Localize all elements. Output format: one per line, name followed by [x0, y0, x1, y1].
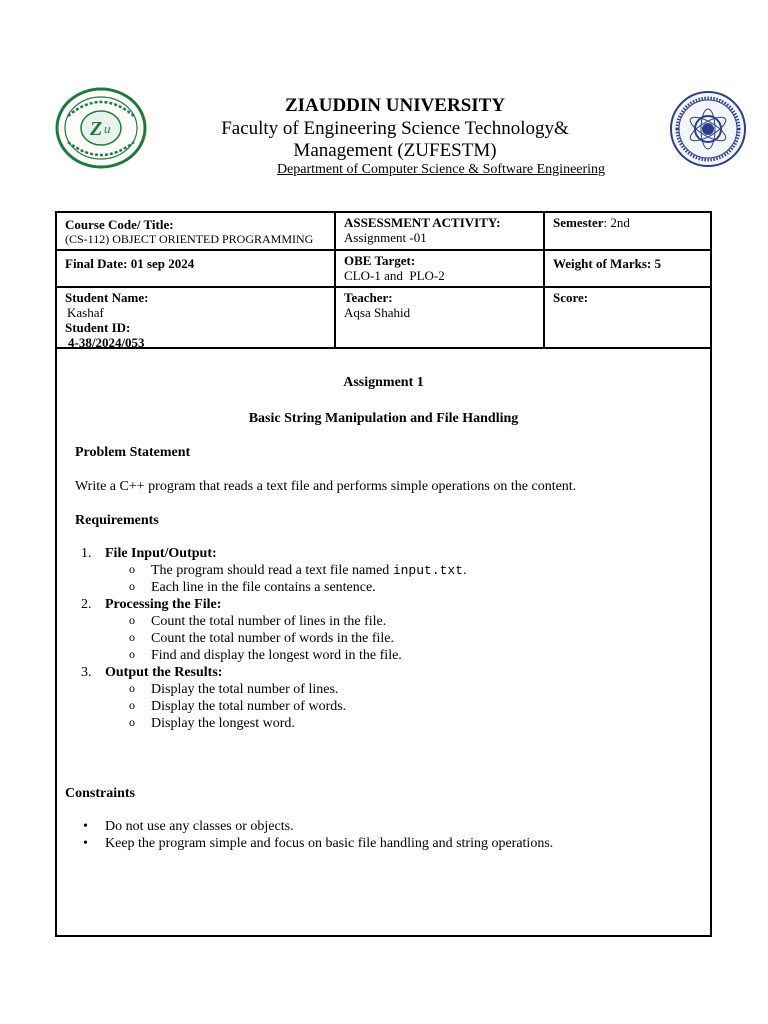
bullet-text: Find and display the longest word in the file.: [151, 648, 402, 663]
activity-value: Assignment -01: [344, 230, 427, 245]
student-name-value: Kashaf: [67, 305, 104, 320]
bullet-text: Count the total number of lines in the file.: [151, 614, 387, 629]
student-cell: [57, 288, 335, 348]
sub-bullet-marker: o: [129, 579, 135, 593]
weight-cell: [545, 251, 711, 286]
faculty-name-line1: Faculty of Engineering Science Technology&: [221, 118, 569, 139]
teacher-value: Aqsa Shahid: [344, 305, 411, 320]
bullet-text: Display the total number of lines.: [151, 682, 339, 697]
course-label: Course Code/ Title:: [65, 217, 174, 232]
requirement-title: File Input/Output:: [105, 546, 217, 561]
teacher-label: Teacher:: [344, 290, 393, 305]
requirement-bullet: [151, 631, 394, 647]
constraints-heading: Constraints: [65, 786, 136, 801]
requirement-bullet: [151, 682, 338, 698]
final-date-cell: [57, 251, 335, 286]
assignment-title: Assignment 1: [343, 375, 424, 390]
obe-cell: [336, 251, 543, 286]
constraint-item: Keep the program simple and focus on basic file handling and string operations.: [105, 836, 554, 851]
constraint-item: Do not use any classes or objects.: [105, 819, 294, 834]
semester-label: Semester: [553, 215, 604, 230]
sub-bullet-marker: o: [129, 647, 135, 661]
sub-bullet-marker: o: [129, 613, 135, 627]
bullet-text: Display the total number of words.: [151, 699, 347, 714]
student-id-value: 4-38/2024/053: [68, 335, 145, 350]
student-name-label: Student Name:: [65, 290, 149, 305]
ziauddin-university-seal-logo: [54, 86, 148, 170]
requirement-bullet: [151, 716, 295, 732]
teacher-cell: [336, 288, 543, 348]
weight-of-marks: Weight of Marks: 5: [553, 256, 661, 271]
problem-heading: Problem Statement: [75, 445, 191, 460]
course-cell: [57, 213, 335, 249]
activity-label: ASSESSMENT ACTIVITY:: [344, 215, 501, 230]
university-name: ZIAUDDIN UNIVERSITY: [284, 95, 506, 116]
requirement-number: 1.: [81, 546, 92, 561]
requirement-bullet: [151, 699, 346, 715]
bullet-text: The program should read a text file named: [151, 563, 393, 578]
requirement-bullet: [151, 580, 376, 596]
requirement-number: 3.: [81, 665, 92, 680]
semester-cell: [545, 213, 711, 249]
problem-text: Write a C++ program that reads a text file and performs simple operations on the content.: [75, 479, 577, 494]
requirement-bullet: [151, 648, 402, 664]
semester-value: : 2nd: [603, 215, 630, 230]
requirement-bullet: [151, 563, 467, 579]
faculty-seal-logo: [668, 90, 748, 168]
sub-bullet-marker: o: [129, 681, 135, 695]
score-label: Score:: [553, 290, 589, 305]
activity-cell: [336, 213, 543, 249]
obe-value: CLO-1 and PLO-2: [344, 268, 445, 283]
sub-bullet-marker: o: [129, 630, 135, 644]
final-date: Final Date: 01 sep 2024: [65, 256, 195, 271]
sub-bullet-marker: o: [129, 562, 135, 576]
constraint-bullet-marker: •: [83, 819, 88, 834]
filename-code: input.txt: [392, 563, 464, 578]
sub-bullet-marker: o: [129, 698, 135, 712]
department-name: Department of Computer Science & Software Engineering: [276, 162, 606, 177]
bullet-text: Display the longest word.: [151, 716, 295, 731]
bullet-text-end: .: [463, 563, 467, 578]
course-value: (CS-112) OBJECT ORIENTED PROGRAMMING: [65, 232, 314, 246]
requirement-title: Processing the File:: [105, 597, 222, 612]
student-id-label: Student ID:: [65, 320, 131, 335]
obe-label: OBE Target:: [344, 253, 416, 268]
assessment-info-table: [55, 211, 712, 349]
score-cell: [545, 288, 711, 348]
requirements-heading: Requirements: [75, 513, 159, 528]
bullet-text: Each line in the file contains a sentence.: [151, 580, 376, 595]
requirement-bullet: [151, 614, 386, 630]
faculty-name-line2: Management (ZUFESTM): [293, 140, 497, 161]
svg-text:Z: Z: [90, 118, 103, 140]
svg-text:u: u: [104, 121, 111, 136]
assignment-body: [55, 349, 712, 937]
sub-bullet-marker: o: [129, 715, 135, 729]
constraint-bullet-marker: •: [83, 836, 88, 851]
bullet-text: Count the total number of words in the file.: [151, 631, 395, 646]
assignment-subtitle: Basic String Manipulation and File Handling: [248, 411, 519, 426]
requirement-title: Output the Results:: [105, 665, 223, 680]
requirement-number: 2.: [81, 597, 92, 612]
